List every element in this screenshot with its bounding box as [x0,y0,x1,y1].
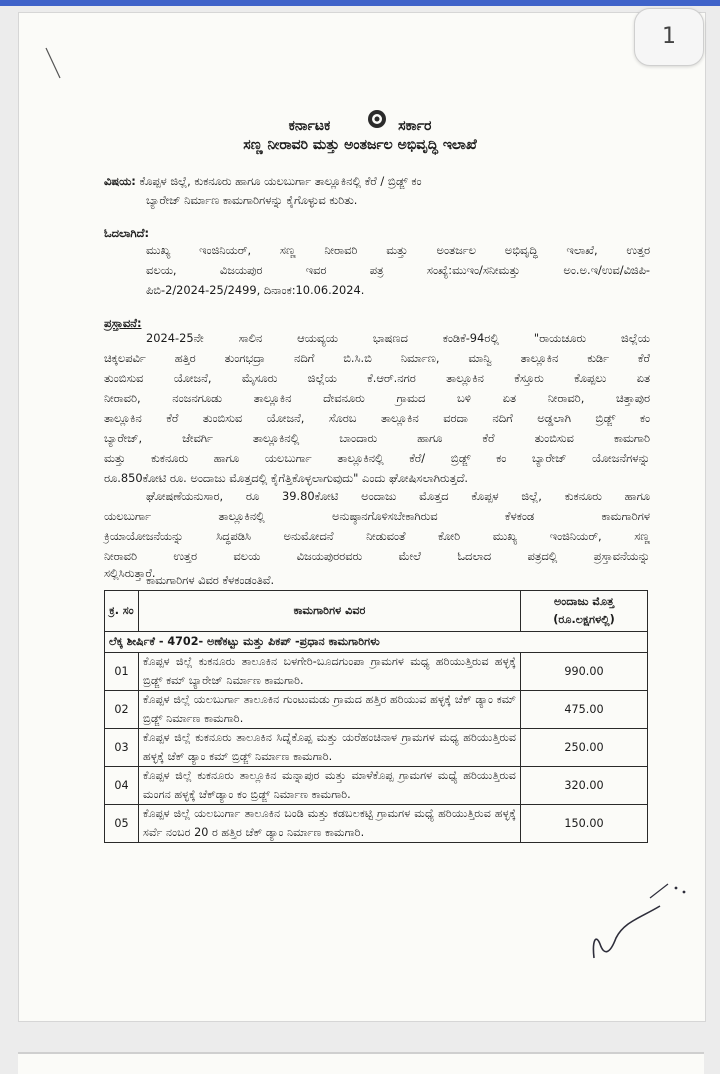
row-desc: ಕೊಪ್ಪಳ ಜಿಲ್ಲೆ ಯಲಬುರ್ಗಾ ತಾಲೂಕಿನ ಬಂಡಿ ಮತ್ತು ಕಡಬಲಕಟ್ಟಿ ಗ್ರಾಮಗಳ ಮಧ್ಯೆ ಹರಿಯುತ್ತಿರುವ ಹಳ್ಳಕ್ಕೆ ಸರ್ವೆ ನಂಬರ 20 ರ ಹತ್ತಿರ ಚೆಕ್ ಡ್ಯಾಂ ನಿರ್ಮಾಣ ಕಾಮಗಾರಿ. [139,805,521,843]
para1-line: ತುಂಬಿಸುವ ಯೋಜನೆ, ಮೈಸೂರು ಜಿಲ್ಲೆಯ ಕೆ.ಆರ್.ನಗರ ತಾಲ್ಲೂಕಿನ ಕೆಸ್ತೂರು ಕೊಪ್ಪಲು ಏತ [104,371,650,385]
row-sno: 01 [105,653,139,691]
para1-line: ನೀರಾವರಿ, ನಂಜನಗೂಡು ತಾಲ್ಲೂಕಿನ ದೇವನೂರು ಗ್ರಾಮದ ಬಳಿ ಏತ ನೀರಾವರಿ, ಚಿತ್ತಾಪುರ [104,391,650,405]
subject-line2: ಬ್ಯಾರೇಜ್ ನಿರ್ಮಾಣ ಕಾಮಗಾರಿಗಳನ್ನು ಕೈಗೊಳ್ಳುವ ಕುರಿತು. [146,193,358,207]
table-row [105,653,648,691]
para2-line: ಸಲ್ಲಿಸಿರುತ್ತಾರೆ. [104,566,156,580]
row-desc: ಕೊಪ್ಪಳ ಜಿಲ್ಲೆ ಕುಕನೂರು ತಾಲೂಕಿನ ಸಿದ್ನೆಕೊಪ್ಪ ಮತ್ತು ಯರೆಹಂಚಿನಾಳ ಗ್ರಾಮಗಳ ಮಧ್ಯ ಹರಿಯುತ್ತಿರುವ ಹಳ್ಳಕ್ಕೆ ಚೆಕ್ ಡ್ಯಾಂ ಕಮ್ ಬ್ರಿಡ್ಜ್ ನಿರ್ಮಾಣ ಕಾಮಗಾರಿ. [139,729,521,767]
row-desc: ಕೊಪ್ಪಳ ಜಿಲ್ಲೆ ಯಲಬುರ್ಗಾ ತಾಲೂಕಿನ ಗುಂಟುಮಡು ಗ್ರಾಮದ ಹತ್ತಿರ ಹರಿಯುವ ಹಳ್ಳಕ್ಕೆ ಚೆಕ್ ಡ್ಯಾಂ ಕಮ್ ಬ್ರಿಡ್ಜ್ ನಿರ್ಮಾಣ ಕಾಮಗಾರಿ. [139,691,521,729]
works-table [104,590,648,843]
row-amount: 250.00 [521,729,648,767]
para1-line: ಮತ್ತು ಕುಕನೂರು ಹಾಗೂ ಯಲಬುರ್ಗಾ ತಾಲ್ಲೂಕಿನಲ್ಲಿ ಕೆರೆ/ ಬ್ರಿಡ್ಜ್ ಕಂ ಬ್ಯಾರೇಜ್ ಯೋಜನೆಗಳನ್ನು [104,451,650,465]
para2-line: ಕ್ರಿಯಾಯೋಜನೆಯನ್ನು ಸಿದ್ಧಪಡಿಸಿ ಅನುಮೋದನೆ ನೀಡುವಂತೆ ಕೋರಿ ಮುಖ್ಯ ಇಂಜಿನಿಯರ್, ಸಣ್ಣ [104,529,650,543]
row-sno: 04 [105,767,139,805]
handwritten-signature [580,878,690,968]
para1-line: ರೂ.850ಕೋಟಿ ರೂ. ಅಂದಾಜು ಮೊತ್ತದಲ್ಲಿ ಕೈಗೆತ್ತಿಕೊಳ್ಳಲಾಗುವುದು" ಎಂದು ಘೋಷಿಸಲಾಗಿರುತ್ತದೆ. [104,471,469,485]
para2-line: ಯಲಬುರ್ಗಾ ತಾಲ್ಲೂಕಿನಲ್ಲಿ ಅನುಷ್ಠಾನಗೊಳಿಸಬೇಕಾಗಿರುವ ಕೆಳಕಂಡ ಕಾಮಗಾರಿಗಳ [104,509,650,523]
reference-line1: ಮುಖ್ಯ ಇಂಜಿನಿಯರ್, ಸಣ್ಣ ನೀರಾವರಿ ಮತ್ತು ಅಂತರ್ಜಲ ಅಭಿವೃದ್ಧಿ ಇಲಾಖೆ, ಉತ್ತರ [146,243,650,257]
head-of-account: ಲೆಕ್ಕ ಶೀರ್ಷಿಕೆ - 4702- ಅಣೆಕಟ್ಟು ಮತ್ತು ಪಿಕಪ್ -ಪ್ರಧಾನ ಕಾಮಗಾರಿಗಳು [105,632,648,653]
para2-line: ನೀರಾವರಿ ಉತ್ತರ ವಲಯ ವಿಜಯಪುರರವರು ಮೇಲೆ ಓದಲಾದ ಪತ್ರದಲ್ಲಿ ಪ್ರಸ್ತಾವನೆಯನ್ನು [104,549,650,563]
preamble-label: ಪ್ರಸ್ತಾವನೆ: [104,316,142,330]
para1-line: ಬ್ಯಾರೇಜ್, ಜೇವರ್ಗಿ ತಾಲ್ಲೂಕಿನಲ್ಲಿ ಬಾಂದಾರು ಹಾಗೂ ಕೆರೆ ತುಂಬಿಸುವ ಕಾಮಗಾರಿ [104,431,650,445]
table-row [105,767,648,805]
col-header-desc: ಕಾಮಗಾರಿಗಳ ವಿವರ [139,591,521,632]
department-title: ಸಣ್ಣ ನೀರಾವರಿ ಮತ್ತು ಅಂತರ್ಜಲ ಅಭಿವೃದ್ಧಿ ಇಲಾಖೆ [243,137,477,153]
row-desc: ಕೊಪ್ಪಳ ಜಿಲ್ಲೆ ಕುಕನೂರು ತಾಲೂಕಿನ ಬಳಗೇರಿ-ಬೂದಗುಂಪಾ ಗ್ರಾಮಗಳ ಮಧ್ಯ ಹರಿಯುತ್ತಿರುವ ಹಳ್ಳಕ್ಕೆ ಬ್ರಿಡ್ಜ್ ಕಮ್ ಬ್ಯಾರೇಜ್ ನಿರ್ಮಾಣ ಕಾಮಗಾರಿ. [139,653,521,691]
para1-line: ತಾಲ್ಲೂಕಿನ ಕೆರೆ ತುಂಬಿಸುವ ಯೋಜನೆ, ಸೊರಬ ತಾಲ್ಲೂಕಿನ ವರದಾ ನದಿಗೆ ಅಡ್ಡಲಾಗಿ ಬ್ರಿಡ್ಜ್ ಕಂ [104,411,650,425]
row-amount: 150.00 [521,805,648,843]
para1-line: 2024-25ನೇ ಸಾಲಿನ ಆಯವ್ಯಯ ಭಾಷಣದ ಕಂಡಿಕೆ-94ರಲ್ಲಿ "ರಾಯಚೂರು ಜಿಲ್ಲೆಯ [146,331,650,345]
table-row [105,729,648,767]
works-intro: ಕಾಮಗಾರಿಗಳ ವಿವರ ಕೆಳಕಂಡಂತಿವೆ. [146,573,275,587]
row-desc: ಕೊಪ್ಪಳ ಜಿಲ್ಲೆ ಕುಕನೂರು ತಾಲ್ಲೂಕಿನ ಮನ್ನಾಪುರ ಮತ್ತು ಮಾಳೆಕೊಪ್ಪ ಗ್ರಾಮಗಳ ಮಧ್ಯೆ ಹರಿಯುತ್ತಿರುವ ಮಂಗನ ಹಳ್ಳಕ್ಕೆ ಚೆಕ್‌ಡ್ಯಾಂ ಕಂ ಬ್ರಿಡ್ಜ್ ನಿರ್ಮಾಣ ಕಾಮಗಾರಿ. [139,767,521,805]
next-page-edge [18,1052,704,1074]
table-header-row [105,591,648,632]
table-row [105,691,648,729]
row-sno: 02 [105,691,139,729]
subject-text-1: ಕೊಪ್ಪಳ ಜಿಲ್ಲೆ, ಕುಕನೂರು ಹಾಗೂ ಯಲಬುರ್ಗಾ ತಾಲ್ಲೂಕಿನಲ್ಲಿ ಕೆರೆ / ಬ್ರಿಡ್ಜ್ ಕಂ [139,174,422,188]
viewer-top-bar [0,0,720,6]
row-amount: 990.00 [521,653,648,691]
row-amount: 320.00 [521,767,648,805]
col-header-amount: ಅಂದಾಜು ಮೊತ್ತ (ರೂ.ಲಕ್ಷಗಳಲ್ಲಿ) [521,591,648,632]
header-sarkara: ಸರ್ಕಾರ [398,118,432,134]
page-number-badge: 1 [634,8,704,66]
row-amount: 475.00 [521,691,648,729]
row-sno: 03 [105,729,139,767]
subject-label: ವಿಷಯ: [104,174,136,188]
reference-line2: ವಲಯ, ವಿಜಯಪುರ ಇವರ ಪತ್ರ ಸಂಖ್ಯೆ:ಮುಇಂ/ಸನೀಮತ್ತು ಅಂ.ಅ.ಇ/ಉವ/ವಿಜಿಪಿ- [146,263,650,277]
para2-line: ಘೋಷಣೆಯನುಸಾರ, ರೂ 39.80ಕೋಟಿ ಅಂದಾಜು ಮೊತ್ತದ ಕೊಪ್ಪಳ ಜಿಲ್ಲೆ, ಕುಕನೂರು ಹಾಗೂ [146,489,650,503]
para1-line: ಚಿಕ್ಕಲಪರ್ವಿ ಹತ್ತಿರ ತುಂಗಭದ್ರಾ ನದಿಗೆ ಬಿ.ಸಿ.ಬಿ ನಿರ್ಮಾಣ, ಮಾನ್ವಿ ತಾಲ್ಲೂಕಿನ ಕುರ್ಡಿ ಕೆರೆ [104,351,650,365]
subject-line1 [104,171,664,191]
row-sno: 05 [105,805,139,843]
reference-label: ಓದಲಾಗಿದೆ: [104,226,150,240]
head-of-account-row [105,632,648,653]
header-karnataka: ಕರ್ನಾಟಕ [288,118,331,134]
table-row [105,805,648,843]
header-line1 [0,118,720,134]
pen-mark [44,46,64,82]
reference-line3: ಪಿಬಿ-2/2024-25/2499, ದಿನಾಂಕ:10.06.2024. [146,283,365,297]
col-header-sno: ಕ್ರ. ಸಂ [105,591,139,632]
